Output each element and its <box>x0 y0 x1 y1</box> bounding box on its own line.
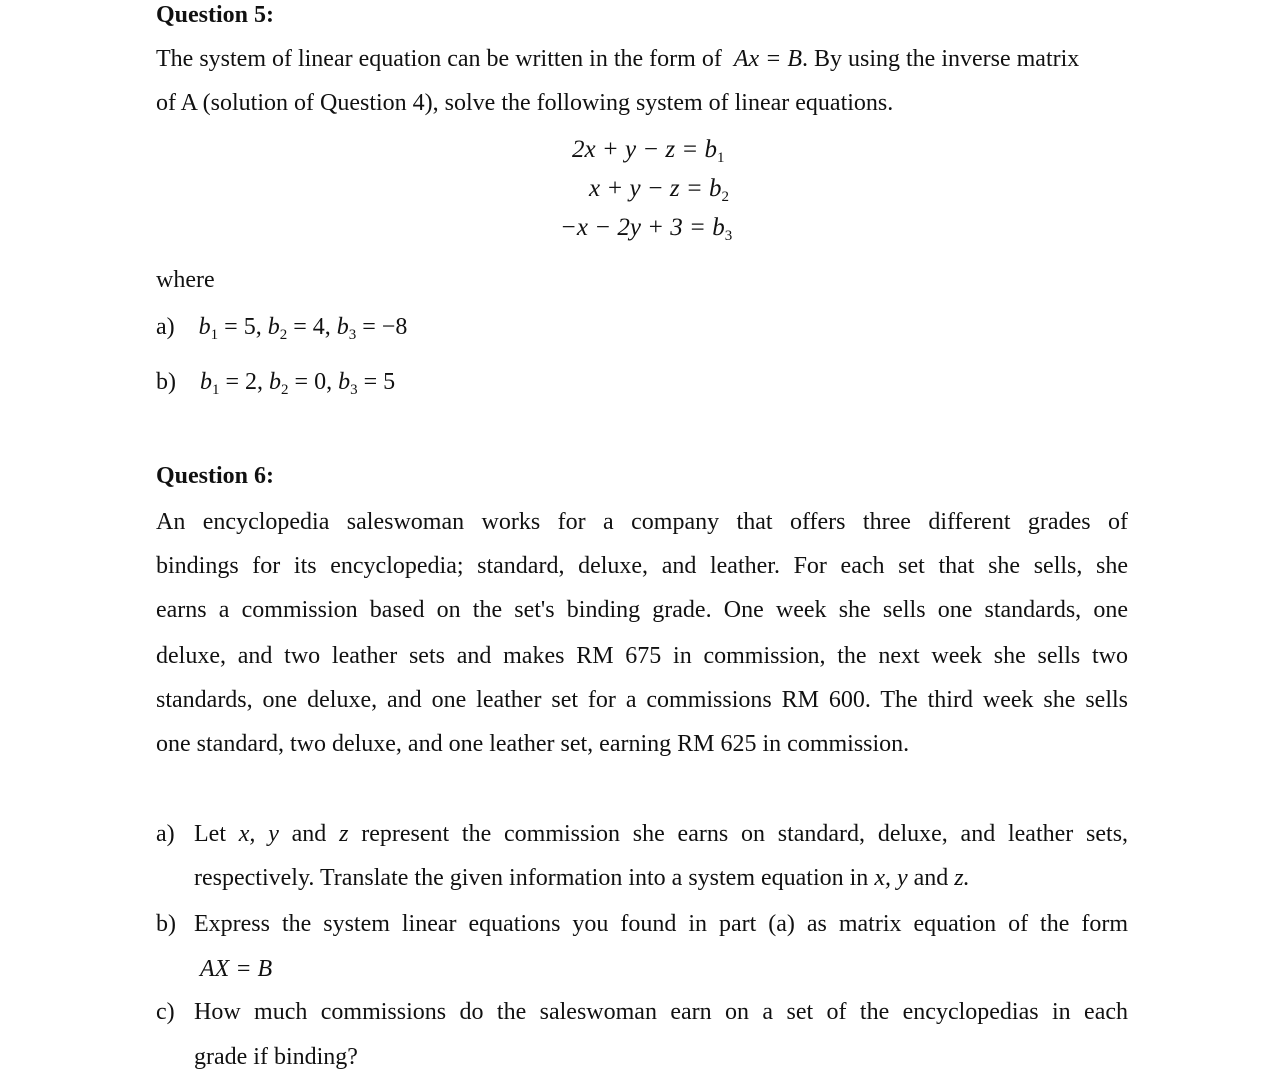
q6-para-line-6: one standard, two deluxe, and one leather set, earning RM 625 in commission. <box>156 731 910 757</box>
q5-part-a: a) $b_1 = 5$, $b_2 = 4$, $b_3 = -8$ <box>156 314 408 343</box>
question-5-heading: Question 5: <box>156 2 275 28</box>
q6-para-line-3: earns a commission based on the set's binding grade. One week she sells one standards, one <box>156 597 1128 623</box>
q6-part-c-label: c) <box>156 999 175 1025</box>
q6-part-b-formula: AX = B <box>200 956 273 982</box>
equation-2-b: b <box>709 175 722 202</box>
equation-1-b: b <box>704 136 718 163</box>
q5-intro-end: . By using the inverse matrix <box>802 46 1080 72</box>
q6-part-c-line-1: How much commissions do the saleswoman earn on a set of the encyclopedias in each <box>194 999 1128 1025</box>
q5-part-a-label: a) <box>156 314 175 340</box>
equation-3-lhs: −x − 2y + 3 = <box>560 214 706 241</box>
q6-part-a-line-2: respectively. Translate the given information into a system equation in x, y and z. <box>194 865 970 891</box>
q6-para-line-1: An encyclopedia saleswoman works for a company that offers three different grades of <box>156 509 1128 535</box>
equation-2-sub: 2 <box>721 189 730 205</box>
equation-2 <box>589 175 729 206</box>
q5-intro-form: Ax = B <box>733 46 802 72</box>
q6-part-a-line-1: Let x, y and z represent the commission she earns on standard, deluxe, and leather sets, <box>194 821 1128 847</box>
question-6-heading: Question 6: <box>156 463 275 489</box>
q5-part-b-b3: = 5 <box>363 369 396 395</box>
q6-part-b-label: b) <box>156 911 176 937</box>
equation-3-sub: 3 <box>724 228 733 244</box>
q5-part-b: b) $b_1 = 2$, $b_2 = 0$, $b_3 = 5$ <box>156 369 396 398</box>
q5-intro-text: The system of linear equation can be written in the form of <box>156 46 722 72</box>
q5-part-a-b1: = 5, <box>224 314 262 340</box>
equation-3 <box>560 214 732 245</box>
q5-intro-line-2: of A (solution of Question 4), solve the following system of linear equations. <box>156 90 894 116</box>
equation-1-sub: 1 <box>717 150 725 166</box>
q5-intro-line-1 <box>156 45 1079 73</box>
q5-part-a-b2: = 4, <box>293 314 331 340</box>
q6-part-a-label: a) <box>156 821 175 847</box>
q6-part-c-line-2: grade if binding? <box>194 1044 358 1070</box>
q6-para-line-5: standards, one deluxe, and one leather set for a commissions RM 600. The third week she sells <box>156 687 1128 713</box>
q5-where: where <box>156 267 215 293</box>
q6-para-line-2: bindings for its encyclopedia; standard, deluxe, and leather. For each set that she sells, she <box>156 553 1128 579</box>
equation-2-lhs: x + y − z = <box>589 175 703 202</box>
equation-1-lhs: 2x + y − z = <box>572 136 699 163</box>
q5-part-b-b1: = 2, <box>225 369 264 395</box>
q5-part-b-label: b) <box>156 369 176 395</box>
q5-part-b-b2: = 0, <box>294 369 333 395</box>
q5-part-a-b3: = −8 <box>362 314 408 340</box>
q6-part-b-line-1: Express the system linear equations you found in part (a) as matrix equation of the form <box>194 911 1128 937</box>
equation-1 <box>572 136 725 167</box>
q6-para-line-4: deluxe, and two leather sets and makes RM 675 in commission, the next week she sells two <box>156 643 1128 669</box>
equation-3-b: b <box>712 214 725 241</box>
